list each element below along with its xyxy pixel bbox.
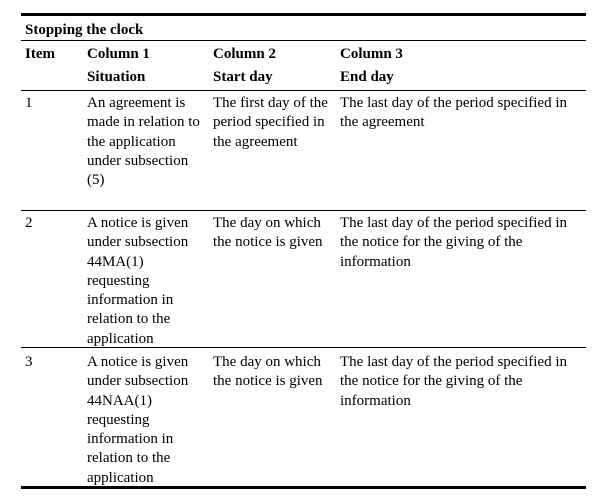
row-2-end-day: The last day of the period specified in the notice for the giving of the information (340, 215, 568, 270)
row-1-end-day: The last day of the period specified in the agreement (340, 95, 568, 131)
table-caption: Stopping the clock (25, 22, 144, 38)
table-container (21, 0, 586, 503)
row-2-start-day: The day on which the notice is given (213, 215, 323, 251)
row-1-start-day: The first day of the period specified in the agreement (213, 95, 328, 150)
row-3-situation: A notice is given under subsection 44NAA(1) requesting information in relation to the application (87, 354, 189, 486)
row-3-start-day: The day on which the notice is given (213, 354, 323, 390)
header-col3-sub: End day (340, 69, 394, 85)
bottom-rule (21, 486, 586, 489)
header-rule (21, 90, 586, 91)
top-rule (21, 13, 586, 16)
row-3-end-day: The last day of the period specified in the notice for the giving of the information (340, 354, 568, 409)
row-3-item: 3 (25, 354, 33, 370)
header-col1-title: Column 1 (87, 46, 150, 62)
row-2-item: 2 (25, 215, 33, 231)
header-item: Item (25, 46, 55, 62)
caption-rule (21, 40, 586, 41)
header-col1-sub: Situation (87, 69, 146, 85)
header-col2-title: Column 2 (213, 46, 276, 62)
row-1-item: 1 (25, 95, 33, 111)
header-col2-sub: Start day (213, 69, 273, 85)
header-col3-title: Column 3 (340, 46, 403, 62)
row-1-situation: An agreement is made in relation to the application under subsection (5) (87, 95, 200, 189)
row-2-situation: A notice is given under subsection 44MA(1) requesting information in relation to the application (87, 215, 189, 347)
row-2-rule (21, 347, 586, 348)
row-1-rule (21, 210, 586, 211)
